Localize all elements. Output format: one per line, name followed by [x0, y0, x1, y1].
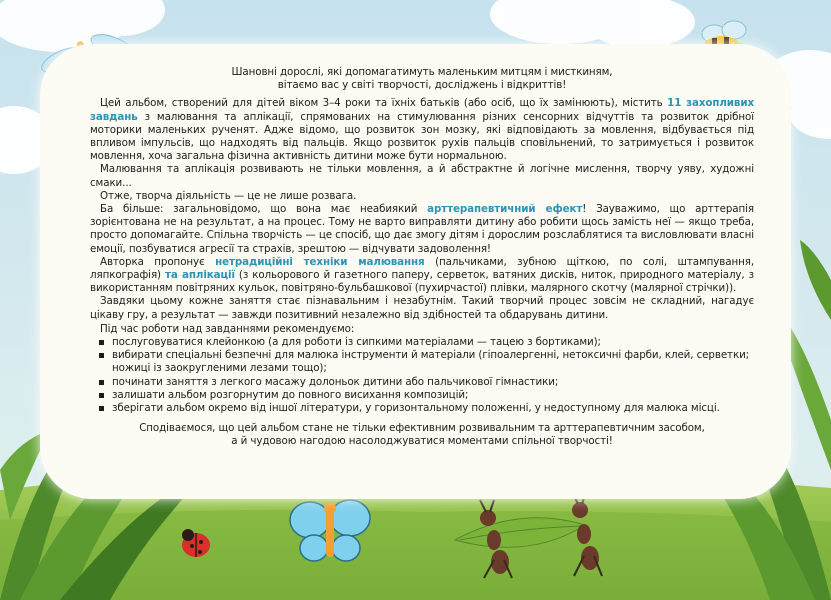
list-item: вибирати спеціальні безпечні для малюка інструменти й матеріали (гіпоалергенні, нетоксичні фарби, клей, серветки; ножиці із заокругленими лезами тощо);	[112, 349, 754, 375]
highlight-art-therapy: арттерапевтичний ефект	[427, 203, 583, 216]
paragraph-3: Отже, творча діяльність — це не лише розвага.	[100, 189, 357, 202]
paragraph-5: Авторка пропонує нетрадиційні техніки малювання (пальчиками, зубною щіткою, по солі, штампування, ляпкографія) та аплікації (з кольорового й газетного паперу, серветок, ватяних дисків, ниток, природного матеріалу, з використанням повітряних кульок, повітряно-бульбашкової (пухирчастої) плівки, малярного скотчу (малярної стрічки)).	[90, 255, 754, 295]
greeting-line-1: Шановні дорослі, які допомагатимуть маленьким митцям і мисткиням,	[231, 66, 613, 78]
highlight-tasks: 11 захопливих завдань	[90, 97, 754, 123]
list-item: послуговуватися клейонкою (а для роботи із сипкими матеріалами — тацею з бортиками);	[112, 336, 754, 349]
highlight-applique: та аплікації	[164, 269, 235, 282]
closing-line-1: Сподіваємося, що цей альбом стане не тільки ефективним розвивальним та арттерапевтичним засобом,	[139, 422, 705, 435]
list-item: зберігати альбом окремо від іншої літератури, у горизонтальному положенні, у недоступному для малюка місці.	[112, 402, 754, 415]
paragraph-2: Малювання та аплікація розвивають не тільки мовлення, а й абстрактне й логічне мислення, творчу уяву, художні смаки...	[90, 163, 754, 189]
recommendations-list	[90, 336, 754, 415]
paragraph-4: Ба більше: загальновідомо, що вона має неабиякий арттерапевтичний ефект! Зауважимо, що арттерапія зорієнтована не на результат, а на процес. Тому не варто виправляти дитину або робити щось замість неї — якщо треба, просто допомагайте. Спільна творчість — це спосіб, що дає змогу дітям і дорослим розслаблятися та висловлювати власні емоції, позбуватися агресії та страхів, зрештою — відчувати задоволення!	[90, 203, 754, 255]
list-item: починати заняття з легкого масажу долоньок дитини або пальчикової гімнастики;	[112, 376, 754, 389]
closing-line-2: а й чудовою нагодою насолоджуватися моментами спільної творчості!	[231, 435, 613, 448]
list-item: залишати альбом розгорнутим до повного висихання композицій;	[112, 389, 754, 402]
document-body	[90, 66, 754, 449]
paragraph-6: Завдяки цьому кожне заняття стає пізнавальним і незабутнім. Такий творчий процес зовсім не складний, нагадує цікаву гру, а результат — завжди позитивний незалежно від здібностей та обдарувань дитини.	[90, 295, 754, 321]
greeting-line-2: вітаємо вас у світі творчості, досліджень і відкриттів!	[277, 79, 567, 92]
highlight-techniques: нетрадиційні техніки малювання	[215, 255, 425, 268]
butterfly-icon	[290, 500, 370, 561]
recommendations-lead: Під час роботи над завданнями рекомендуємо:	[100, 322, 355, 335]
paragraph-1: Цей альбом, створений для дітей віком 3–4 роки та їхніх батьків (або осіб, що їх замінюють), містить 11 захопливих завдань з малювання та аплікації, спрямованих на стимулювання різних сенсорних відчуттів та розвиток дрібної моторики маленьких рученят. Адже відомо, що розвиток зон мозку, які відповідають за мовлення, відбувається під впливом імпульсів, що надходять від пальців. Якщо розвиток рухів пальців сповільнений, то затримується і розвиток мовлення, хоча загальна фізична активність дитини може бути нормальною.	[90, 97, 754, 163]
